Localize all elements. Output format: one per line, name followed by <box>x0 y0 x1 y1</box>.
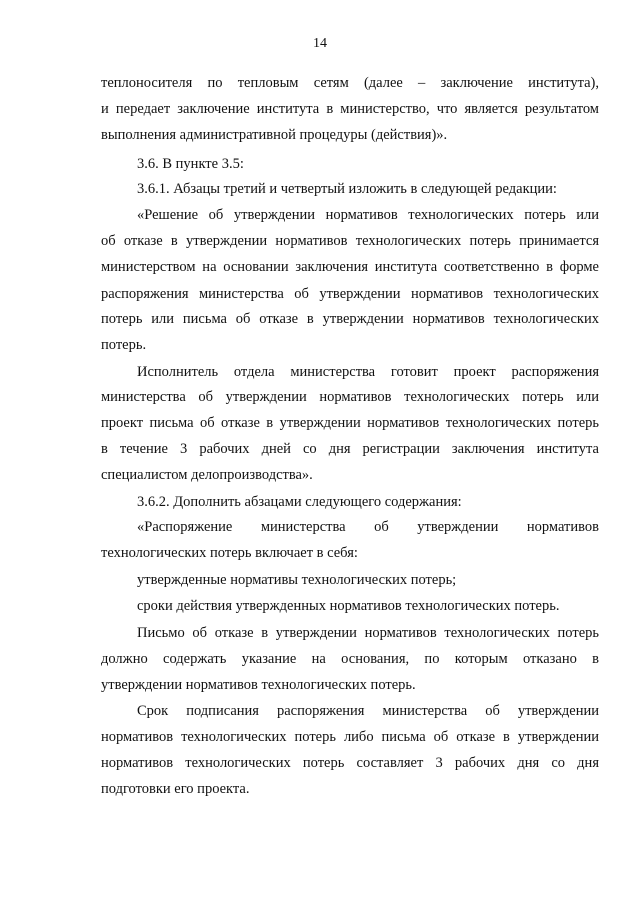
text-line: в течение 3 рабочих дней со дня регистрации заключения института <box>101 441 599 457</box>
text-line: потерь или письма об отказе в утверждении нормативов технологических <box>101 311 599 327</box>
text-line: специалистом делопроизводства». <box>101 467 313 483</box>
text-line: технологических потерь включает в себя: <box>101 545 358 561</box>
text-line: сроки действия утвержденных нормативов технологических потерь. <box>137 598 560 614</box>
text-line: Исполнитель отдела министерства готовит проект распоряжения <box>137 364 599 380</box>
text-line: нормативов технологических потерь составляет 3 рабочих дня со дня <box>101 755 599 771</box>
text-line: должно содержать указание на основания, по которым отказано в <box>101 651 599 667</box>
text-line: 3.6.1. Абзацы третий и четвертый изложить в следующей редакции: <box>137 181 557 197</box>
text-line: распоряжения министерства об утверждении нормативов технологических <box>101 286 599 302</box>
text-line: Письмо об отказе в утверждении нормативов технологических потерь <box>137 625 599 641</box>
text-line: теплоносителя по тепловым сетям (далее – заключение института), <box>101 75 599 91</box>
text-line: подготовки его проекта. <box>101 781 250 797</box>
text-line: нормативов технологических потерь либо письма об отказе в утверждении <box>101 729 599 745</box>
text-line: «Решение об утверждении нормативов технологических потерь или <box>137 207 599 223</box>
text-line: выполнения административной процедуры (действия)». <box>101 127 448 143</box>
text-line: министерством на основании заключения института соответственно в форме <box>101 259 599 275</box>
text-line: Срок подписания распоряжения министерства об утверждении <box>137 703 599 719</box>
section-heading: 3.6. В пункте 3.5: <box>137 156 244 172</box>
text-line: и передает заключение института в министерство, что является результатом <box>101 101 599 117</box>
text-line: об отказе в утверждении нормативов технологических потерь принимается <box>101 233 599 249</box>
text-line: проект письма об отказе в утверждении нормативов технологических потерь <box>101 415 599 431</box>
text-line: министерства об утверждении нормативов технологических потерь или <box>101 389 599 405</box>
text-line: утверждении нормативов технологических потерь. <box>101 677 416 693</box>
text-line: утвержденные нормативы технологических потерь; <box>137 572 457 588</box>
text-line: «Распоряжение министерства об утверждении нормативов <box>137 519 599 535</box>
text-line: потерь. <box>101 337 147 353</box>
page-number: 14 <box>313 36 327 51</box>
section-heading: 3.6.2. Дополнить абзацами следующего содержания: <box>137 494 462 510</box>
